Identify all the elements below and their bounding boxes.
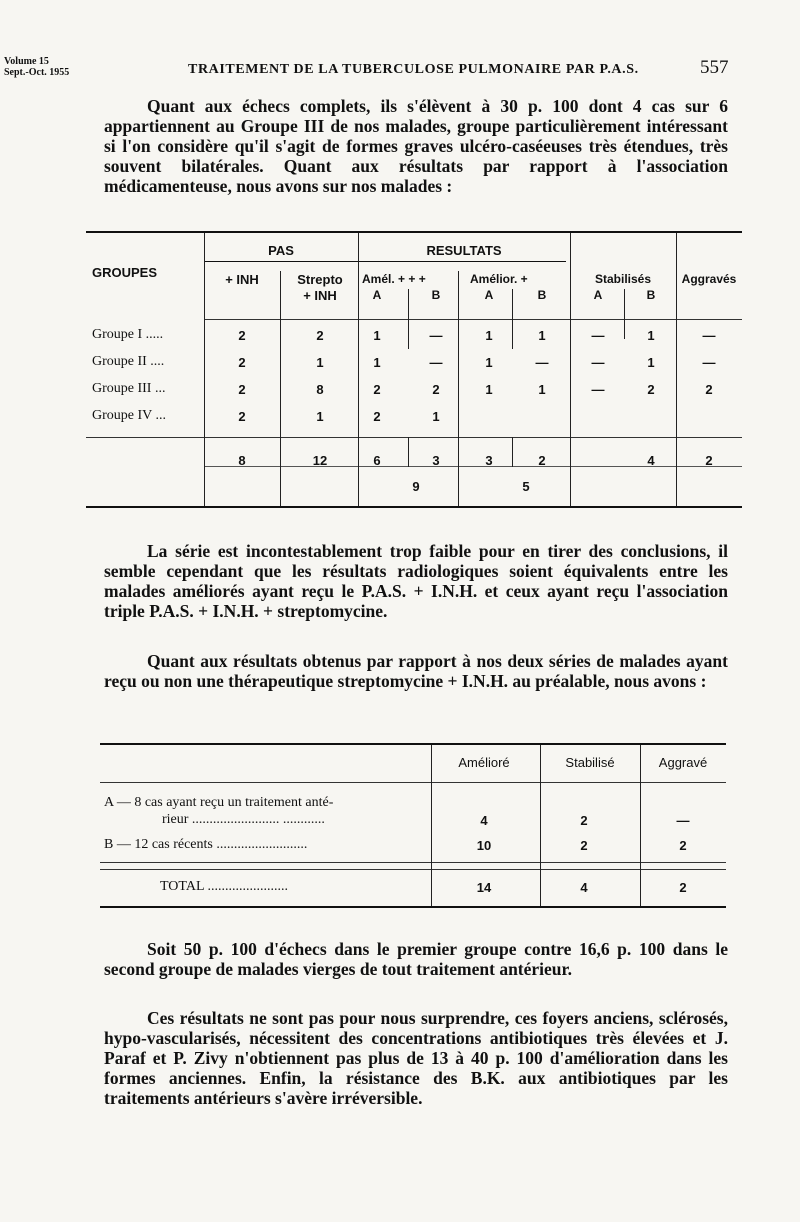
cell-groupe-1-col-7: — — [591, 328, 605, 343]
paragraph-5: Ces résultats ne sont pas pour nous surprendre, ces foyers anciens, sclérosés, hypo-vascularisés, nécessitent des concentrations antibiotiques très élevées et J. Paraf et P. Zivy n'obtiennent pas plus de 13 à 40 p. 100 d'amélioration dans les formes anciennes. Enfin, la résistance des B.K. aux antibiotiques par les traitements antérieurs s'avère irréversible. — [104, 1008, 728, 1108]
cell-groupe-2-col-4: — — [429, 355, 443, 370]
cell-groupe-3-col-6: 1 — [538, 382, 546, 397]
cell-groupe-2-col-5: 1 — [485, 355, 493, 370]
header-amelior-a: A — [484, 288, 494, 302]
header-amel-b: B — [431, 288, 441, 302]
total-col-6: 2 — [538, 453, 546, 468]
cell-b-ameliore: 10 — [476, 838, 492, 853]
cell-groupe-2-col-7: — — [591, 355, 605, 370]
cell-groupe-4-col-4: 1 — [432, 409, 440, 424]
cell-groupe-3-col-7: — — [591, 382, 605, 397]
total-col-8: 4 — [647, 453, 655, 468]
cell-groupe-2-col-9: — — [702, 355, 716, 370]
cell-groupe-2-col-3: 1 — [373, 355, 381, 370]
issue-line: Sept.-Oct. 1955 — [4, 67, 70, 78]
total-col-3: 6 — [373, 453, 381, 468]
header-pas: PAS — [268, 243, 294, 258]
cell-a-ameliore: 4 — [480, 813, 488, 828]
cell-groupe-1-col-4: — — [429, 328, 443, 343]
cell-groupe-2-col-1: 2 — [238, 355, 246, 370]
cell-groupe-3-col-3: 2 — [373, 382, 381, 397]
header-stabilise: Stabilisé — [565, 755, 615, 770]
paragraph-2: La série est incontestablement trop faible pour en tirer des conclusions, il semble cependant que les résultats radiologiques soient équivalents entre les malades améliorés ayant reçu le P.A.S. + I.N.H. et ceux ayant reçu l'association triple P.A.S. + I.N.H. + streptomycine. — [104, 541, 728, 621]
header-aggrave: Aggravé — [658, 755, 708, 770]
header-strepto: Strepto — [297, 272, 343, 287]
cell-a-stabilise: 2 — [580, 813, 588, 828]
header-stab-b: B — [646, 288, 656, 302]
cell-groupe-2-col-6: — — [535, 355, 549, 370]
cell-total-aggrave: 2 — [679, 880, 687, 895]
total-col-9: 2 — [705, 453, 713, 468]
running-header — [0, 54, 800, 84]
row-label-groupe-1: Groupe I ..... — [92, 327, 164, 342]
header-amel-a: A — [372, 288, 382, 302]
paragraph-4: Soit 50 p. 100 d'échecs dans le premier groupe contre 16,6 p. 100 dans le second groupe de malades vierges de tout traitement antérieur. — [104, 939, 728, 979]
header-ameliore: Amélioré — [458, 755, 510, 770]
cell-total-stabilise: 4 — [580, 880, 588, 895]
header-strepto-inh: + INH — [303, 288, 337, 303]
cell-groupe-4-col-2: 1 — [316, 409, 324, 424]
header-stabilises: Stabilisés — [594, 272, 652, 286]
volume-info — [4, 56, 69, 78]
subtotal-amel: 9 — [412, 479, 420, 494]
cell-groupe-1-col-1: 2 — [238, 328, 246, 343]
total-col-4: 3 — [432, 453, 440, 468]
header-amelior: Amélior. + — [470, 272, 528, 286]
cell-total-ameliore: 14 — [476, 880, 492, 895]
paragraph-1: Quant aux échecs complets, ils s'élèvent à 30 p. 100 dont 4 cas sur 6 appartiennent au Groupe III de nos malades, groupe particulièrement intéressant si l'on considère qu'il s'agit de formes graves ulcéro-caséeuses très étendues, très souvent bilatérales. Quant aux résultats par rapport à l'association médicamenteuse, nous avons sur nos malades : — [104, 96, 728, 196]
cell-groupe-4-col-1: 2 — [238, 409, 246, 424]
paragraph-3: Quant aux résultats obtenus par rapport à nos deux séries de malades ayant reçu ou non une thérapeutique streptomycine + I.N.H. au préalable, nous avons : — [104, 651, 728, 691]
cell-a-aggrave: — — [676, 813, 690, 828]
cell-groupe-2-col-8: 1 — [647, 355, 655, 370]
total-col-5: 3 — [485, 453, 493, 468]
row-label-groupe-4: Groupe IV ... — [92, 408, 167, 423]
header-resultats: RESULTATS — [426, 243, 502, 258]
header-amel: Amél. + + + — [362, 272, 426, 286]
total-label: TOTAL ....................... — [160, 879, 288, 894]
cell-groupe-2-col-2: 1 — [316, 355, 324, 370]
cell-groupe-4-col-3: 2 — [373, 409, 381, 424]
page-number: 557 — [700, 57, 729, 78]
header-groupes: GROUPES — [92, 265, 158, 280]
cell-groupe-1-col-2: 2 — [316, 328, 324, 343]
cell-groupe-3-col-8: 2 — [647, 382, 655, 397]
running-title: TRAITEMENT DE LA TUBERCULOSE PULMONAIRE PAR P.A.S. — [188, 62, 639, 77]
header-stab-a: A — [593, 288, 603, 302]
total-col-2: 12 — [312, 453, 328, 468]
cell-groupe-1-col-6: 1 — [538, 328, 546, 343]
row-a-label: A — 8 cas ayant reçu un traitement anté- — [104, 795, 334, 810]
header-aggraves: Aggravés — [681, 272, 737, 286]
results-table-series — [100, 743, 726, 913]
cell-groupe-1-col-8: 1 — [647, 328, 655, 343]
total-col-1: 8 — [238, 453, 246, 468]
cell-groupe-3-col-5: 1 — [485, 382, 493, 397]
header-inh: + INH — [225, 272, 259, 287]
cell-b-aggrave: 2 — [679, 838, 687, 853]
cell-b-stabilise: 2 — [580, 838, 588, 853]
row-a-label-cont: rieur ......................... ............ — [162, 812, 325, 827]
subtotal-amelior: 5 — [522, 479, 530, 494]
cell-groupe-1-col-5: 1 — [485, 328, 493, 343]
row-b-label: B — 12 cas récents .......................... — [104, 837, 308, 852]
cell-groupe-3-col-9: 2 — [705, 382, 713, 397]
header-amelior-b: B — [537, 288, 547, 302]
cell-groupe-3-col-4: 2 — [432, 382, 440, 397]
row-label-groupe-2: Groupe II .... — [92, 354, 165, 369]
row-label-groupe-3: Groupe III ... — [92, 381, 166, 396]
results-table-groups — [86, 231, 742, 511]
volume-line: Volume 15 — [4, 56, 49, 67]
cell-groupe-3-col-1: 2 — [238, 382, 246, 397]
cell-groupe-1-col-3: 1 — [373, 328, 381, 343]
cell-groupe-3-col-2: 8 — [316, 382, 324, 397]
cell-groupe-1-col-9: — — [702, 328, 716, 343]
